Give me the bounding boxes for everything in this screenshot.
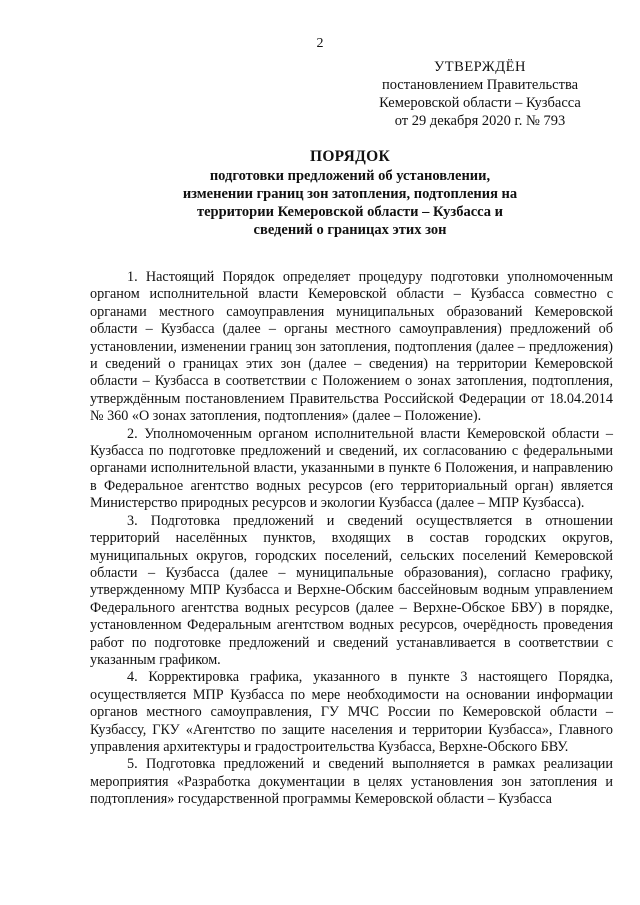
document-subtitle-line-3: территории Кемеровской области – Кузбасса и (196, 204, 504, 220)
document-body (90, 269, 613, 809)
document-subtitle-line-1: подготовки предложений об установлении, (209, 168, 491, 184)
approval-block (360, 58, 600, 130)
approval-word: УТВЕРЖДЁН (434, 59, 526, 75)
paragraph-4: 4. Корректировка графика, указанного в пункте 3 настоящего Порядка, осуществляется МПР Кузбасса по мере необходимости на основании информации органов местного самоуправления, ГУ МЧС России по Кемеровской области – Кузбассу, ГКУ «Агентство по защите населения и территории Кузбасса», Главного управления архитектуры и градостроительства Кузбасса, Верхне-Обского БВУ. (90, 669, 613, 755)
paragraph-2: 2. Уполномоченным органом исполнительной власти Кемеровской области – Кузбасса по подготовке предложений и сведений, их согласованию с федеральными органами исполнительной власти, указанными в пункте 6 Положения, и направлению в Федеральное агентство водных ресурсов (его территориальный орган) является Министерство природных ресурсов и экологии Кузбасса (далее – МПР Кузбасса). (90, 425, 613, 512)
page-number: 2 (316, 36, 324, 51)
approval-authority: постановлением Правительства (381, 77, 579, 93)
paragraph-1: 1. Настоящий Порядок определяет процедуру подготовки уполномоченным органом исполнительной власти Кемеровской области – Кузбасса совместно с органами местного самоуправления муниципальных образований Кемеровской области – Кузбасса (далее – органы местного самоуправления) предложений об установлении, изменении границ зон затопления, подтопления (далее – предложения) и сведений о границах этих зон (далее – сведения) на территории Кемеровской области – Кузбасса в соответствии с Положением о зонах затопления, подтопления, утверждённым постановлением Правительства Российской Федерации от 18.04.2014 № 360 «О зонах затопления, подтопления» (далее – Положение). (90, 269, 613, 425)
approval-date: от 29 декабря 2020 г. № 793 (394, 113, 566, 129)
paragraph-3: 3. Подготовка предложений и сведений осуществляется в отношении территорий населённых пунктов, входящих в состав городских округов, муниципальных округов, городских поселений, сельских поселений Кемеровской области – Кузбасса (далее – муниципальные образования), согласно графику, утвержденному МПР Кузбасса и Верхне-Обским бассейновым водным управлением Федерального агентства водных ресурсов (далее – Верхне-Обское БВУ) в порядке, установленном Федеральным агентством водных ресурсов, очерёдность проведения работ по подготовке предложений и сведений устанавливается в соответствии с указанным графиком. (90, 512, 613, 668)
paragraph-5: 5. Подготовка предложений и сведений выполняется в рамках реализации мероприятия «Разработка документации в целях установления зон затопления и подтопления» государственной программы Кемеровской области – Кузбасса (90, 756, 613, 808)
document-title-block (90, 148, 610, 239)
approval-region: Кемеровской области – Кузбасса (379, 95, 581, 111)
document-subtitle-line-2: изменении границ зон затопления, подтопления на (182, 186, 518, 202)
document-title: ПОРЯДОК (309, 148, 391, 165)
document-subtitle-line-4: сведений о границах этих зон (253, 222, 447, 238)
